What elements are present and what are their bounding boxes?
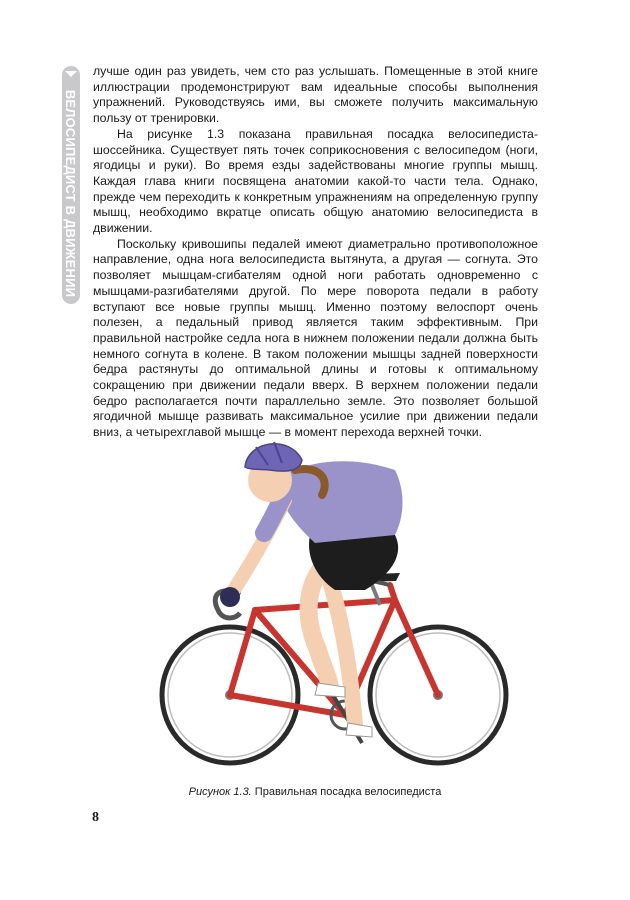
- paragraph-2: На рисунке 1.3 показана правильная посадка велосипедиста-шоссейника. Существует пять точек соприкосновения с велосипедом (ноги, ягодицы и руки). Во время езды задействованы многие группы мышц. Каждая глава книги посвящена анатомии какой-то части тела. Однако, прежде чем переходить к конкретным упражнениям на определенную группу мышц, необходимо вкратце описать общую анатомию велосипедиста в движении.: [93, 126, 538, 236]
- figure-caption: [0, 786, 630, 798]
- paragraph-3: Поскольку кривошипы педалей имеют диаметрально противоположное направление, одна нога велосипедиста вытянута, а другая — согнута. Это позволяет мышцам-сгибателям одной ноги работать одновременно с мышцами-разгибателями другой. По мере поворота педали в работу вступают все новые группы мышц. Именно поэтому велоспорт очень полезен, а педальный привод является таким эффективным. При правильной настройке седла нога в нижнем положении педали должна быть немного согнута в колене. В таком положении мышцы задней поверхности бедра растянуты до оптимальной длины и готовы к оптимальному сокращению при движении педали вверх. В верхнем положении педали бедро располагается почти параллельно земле. Это позволяет большой ягодичной мышце развивать максимальное усилие при движении педали вниз, а четырехглавой мышце — в момент перехода верхней точки.: [93, 236, 538, 440]
- section-side-tab: [62, 66, 80, 304]
- cyclist-illustration: [150, 425, 530, 770]
- paragraph-1: лучше один раз увидеть, чем сто раз услышать. Помещенные в этой книге иллюстрации продемонстрируют вам идеальные способы выполнения упражнений. Руководствуясь ими, вы сможете получить максимальную пользу от тренировки.: [93, 64, 538, 126]
- caption-label: Рисунок 1.3.: [188, 786, 252, 798]
- section-title: ВЕЛОСИПЕДИСТ В ДВИЖЕНИИ: [63, 89, 79, 297]
- helmet: [245, 444, 302, 471]
- triangle-marker-icon: [65, 71, 77, 77]
- caption-text: Правильная посадка велосипедиста: [251, 786, 442, 798]
- body-text: [93, 64, 538, 441]
- page-number: 8: [92, 810, 99, 825]
- glove: [220, 587, 240, 607]
